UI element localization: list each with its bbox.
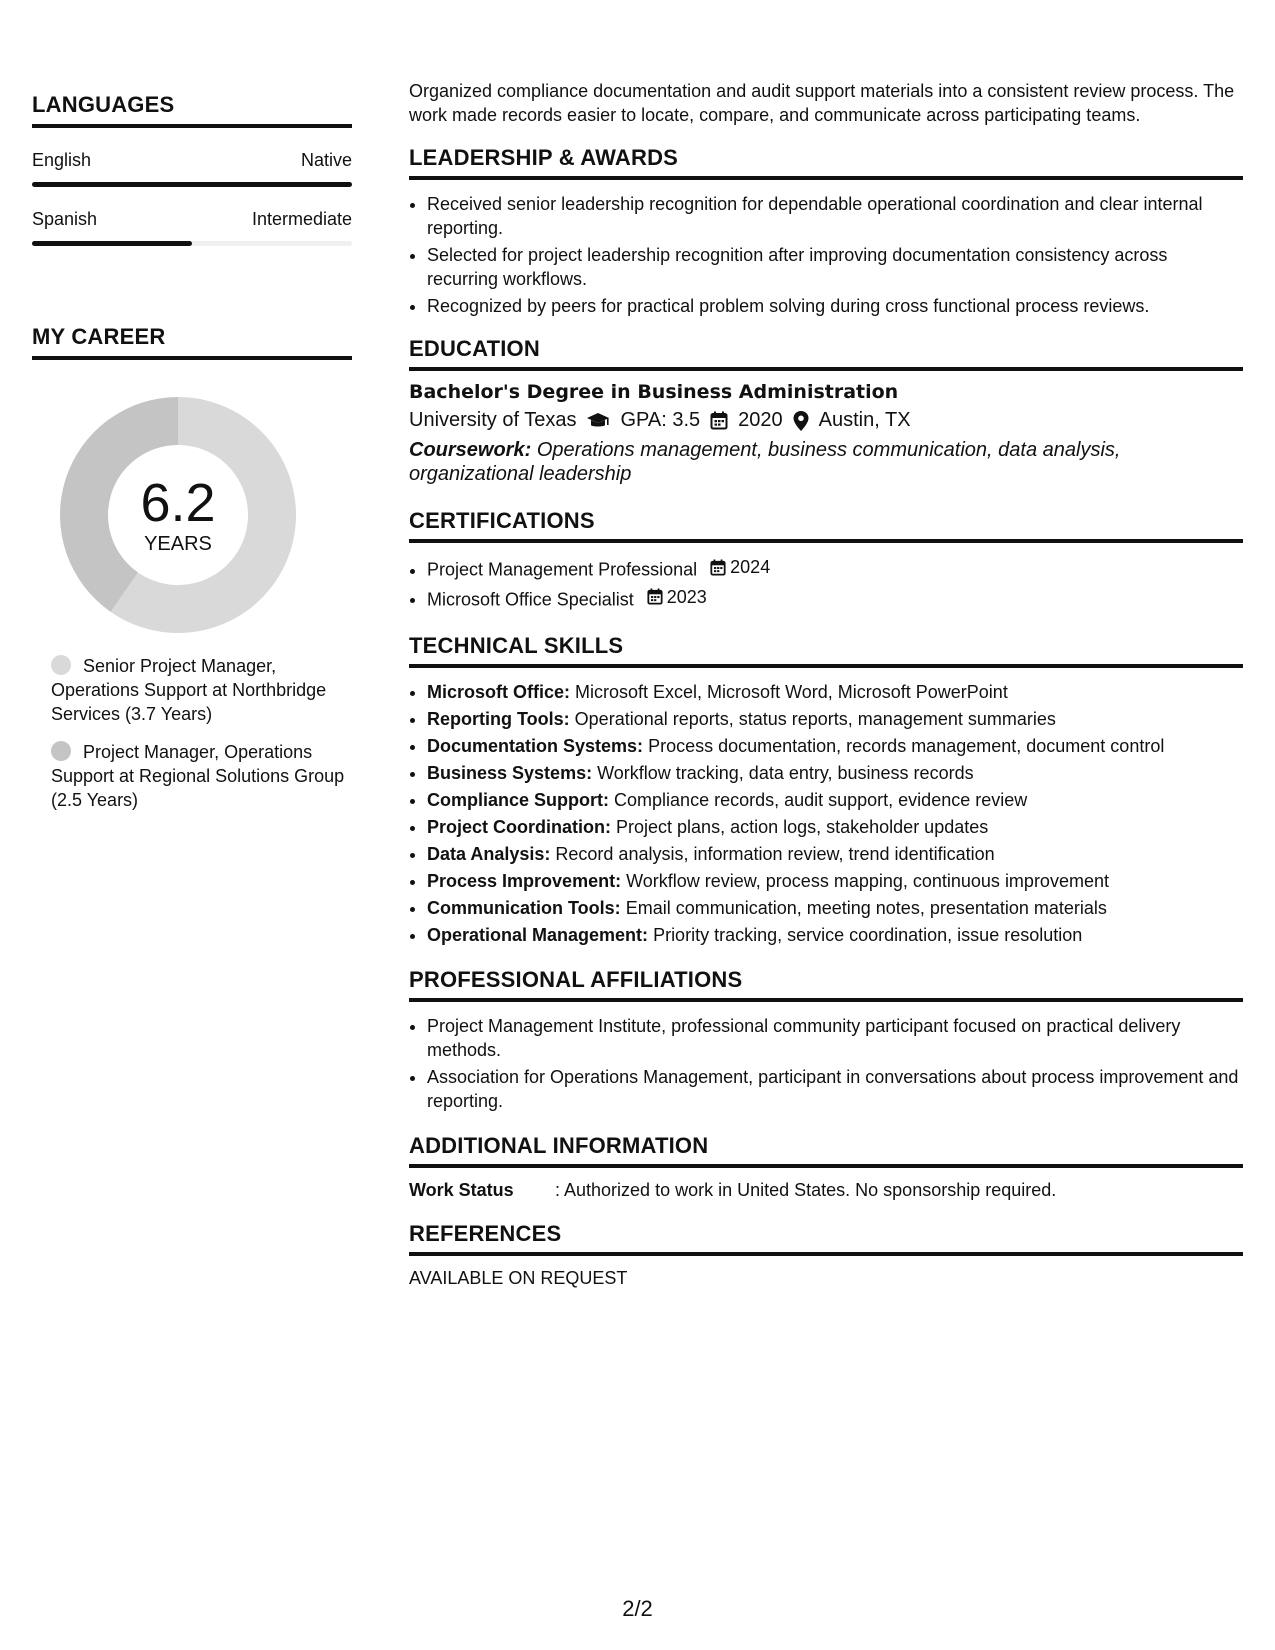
- language-proficiency-bar: [32, 182, 352, 187]
- languages-heading: LANGUAGES: [32, 92, 352, 128]
- career-legend-item: [51, 654, 352, 726]
- location-pin-icon: [793, 411, 809, 431]
- skill-label: Compliance Support:: [427, 790, 610, 810]
- skill-item: [427, 761, 1243, 785]
- affiliations-heading: PROFESSIONAL AFFILIATIONS: [409, 967, 1243, 1002]
- list-item: • Project Management Institute, professional community participant focused on practical delivery methods.: [427, 1014, 1243, 1062]
- skill-label: Reporting Tools:: [427, 709, 570, 729]
- technical-skills-section: [409, 633, 1243, 947]
- coursework: [409, 438, 1243, 486]
- affiliations-section: [409, 967, 1243, 1113]
- graduation-cap-icon: [586, 412, 610, 430]
- legend-swatch-icon: [51, 655, 71, 675]
- skill-value: Email communication, meeting notes, presentation materials: [625, 898, 1107, 918]
- language-level: Native: [300, 150, 352, 170]
- list-item: [427, 585, 1243, 612]
- list-item: • Association for Operations Management, participant in conversations about process improvement and reporting.: [427, 1065, 1243, 1113]
- language-item-english: [32, 150, 352, 187]
- career-heading: MY CAREER: [32, 324, 352, 360]
- summary-paragraph: Organized compliance documentation and audit support materials into a consistent review process. The work made records easier to locate, compare, and communicate across participating teams.: [409, 81, 1235, 125]
- skill-item: [427, 896, 1243, 920]
- left-column: [32, 92, 352, 826]
- career-donut-chart: [32, 382, 352, 642]
- degree-title: Bachelor's Degree in Business Administration: [409, 381, 899, 403]
- skill-value: Workflow tracking, data entry, business records: [597, 763, 974, 783]
- skill-label: Communication Tools:: [427, 898, 621, 918]
- donut-center: [55, 392, 301, 638]
- certifications-heading: CERTIFICATIONS: [409, 508, 1243, 543]
- coursework-text: Operations management, business communication, data analysis, organizational leadership: [409, 439, 1121, 485]
- leadership-section: [409, 145, 1243, 318]
- education-section: [409, 336, 1243, 486]
- list-item: • Selected for project leadership recognition after improving documentation consistency across recurring workflows.: [427, 243, 1243, 291]
- skill-label: Project Coordination:: [427, 817, 611, 837]
- education-details: [409, 409, 1243, 432]
- skill-value: Microsoft Excel, Microsoft Word, Microsoft PowerPoint: [575, 682, 1008, 702]
- skill-item: [427, 815, 1243, 839]
- career-role-label: Project Manager, Operations Support at Regional Solutions Group (2.5 Years): [51, 742, 345, 810]
- references-heading: REFERENCES: [409, 1221, 1243, 1256]
- skill-label: Operational Management:: [427, 925, 649, 945]
- skill-item: [427, 869, 1243, 893]
- calendar-icon: [710, 411, 728, 430]
- career-total-value: 6.2: [140, 472, 216, 533]
- work-status-value: : Authorized to work in United States. No sponsorship required.: [555, 1180, 1057, 1200]
- career-total-unit: YEARS: [144, 532, 212, 555]
- page-number: 2/2: [622, 1596, 653, 1621]
- school-name: University of Texas: [409, 409, 577, 431]
- language-proficiency-fill: [32, 182, 352, 187]
- skill-label: Data Analysis:: [427, 844, 551, 864]
- school-location: Austin, TX: [818, 409, 911, 431]
- skill-value: Compliance records, audit support, evidence review: [614, 790, 1028, 810]
- language-name: Spanish: [32, 209, 98, 229]
- skill-label: Documentation Systems:: [427, 736, 644, 756]
- additional-info-heading: ADDITIONAL INFORMATION: [409, 1133, 1243, 1168]
- skill-value: Project plans, action logs, stakeholder updates: [616, 817, 989, 837]
- skill-item: [427, 788, 1243, 812]
- certification-name: Project Management Professional: [427, 559, 698, 580]
- skill-value: Record analysis, information review, trend identification: [555, 844, 995, 864]
- language-level: Intermediate: [251, 209, 352, 229]
- technical-skills-list: [409, 680, 1243, 947]
- leadership-list: [409, 192, 1243, 318]
- leadership-heading: LEADERSHIP & AWARDS: [409, 145, 1243, 180]
- career-legend: [32, 654, 352, 812]
- calendar-icon: [710, 559, 726, 576]
- skill-item: [427, 680, 1243, 704]
- skill-label: Microsoft Office:: [427, 682, 571, 702]
- skill-value: Workflow review, process mapping, continuous improvement: [626, 871, 1109, 891]
- calendar-icon: [647, 588, 663, 605]
- certification-year: 2023: [666, 586, 707, 607]
- list-item: • Received senior leadership recognition for dependable operational coordination and clear internal reporting.: [427, 192, 1243, 240]
- certifications-list: [409, 555, 1243, 611]
- skill-item: [427, 707, 1243, 731]
- skill-label: Business Systems:: [427, 763, 593, 783]
- language-name: English: [32, 150, 92, 170]
- language-proficiency-bar: [32, 241, 352, 246]
- skill-item: [427, 842, 1243, 866]
- skill-label: Process Improvement:: [427, 871, 622, 891]
- graduation-year: 2020: [738, 409, 783, 431]
- references-section: [409, 1221, 1243, 1289]
- skill-value: Process documentation, records management, document control: [648, 736, 1165, 756]
- legend-swatch-icon: [51, 741, 71, 761]
- certification-year: 2024: [730, 557, 771, 577]
- certification-name: Microsoft Office Specialist: [427, 589, 634, 609]
- work-status-label: Work Status: [409, 1180, 514, 1200]
- language-proficiency-fill: [32, 241, 192, 246]
- skill-item: [427, 923, 1243, 947]
- coursework-label: Coursework:: [409, 439, 532, 461]
- education-heading: EDUCATION: [409, 336, 1243, 371]
- skill-value: Operational reports, status reports, management summaries: [574, 709, 1056, 729]
- list-item: • Recognized by peers for practical problem solving during cross functional process reviews.: [427, 294, 1243, 318]
- work-status-row: [409, 1180, 1243, 1201]
- references-text: AVAILABLE ON REQUEST: [409, 1268, 628, 1288]
- technical-skills-heading: TECHNICAL SKILLS: [409, 633, 1243, 668]
- skill-item: [427, 734, 1243, 758]
- language-item-spanish: [32, 209, 352, 246]
- list-item: [427, 555, 1243, 582]
- gpa: GPA: 3.5: [620, 409, 701, 431]
- career-role-label: Senior Project Manager, Operations Support at Northbridge Services (3.7 Years): [51, 656, 327, 724]
- career-legend-item: [51, 740, 352, 812]
- additional-info-section: [409, 1133, 1243, 1201]
- certifications-section: [409, 508, 1243, 611]
- affiliations-list: [409, 1014, 1243, 1113]
- right-column: [409, 79, 1243, 1289]
- skill-value: Priority tracking, service coordination, issue resolution: [653, 925, 1083, 945]
